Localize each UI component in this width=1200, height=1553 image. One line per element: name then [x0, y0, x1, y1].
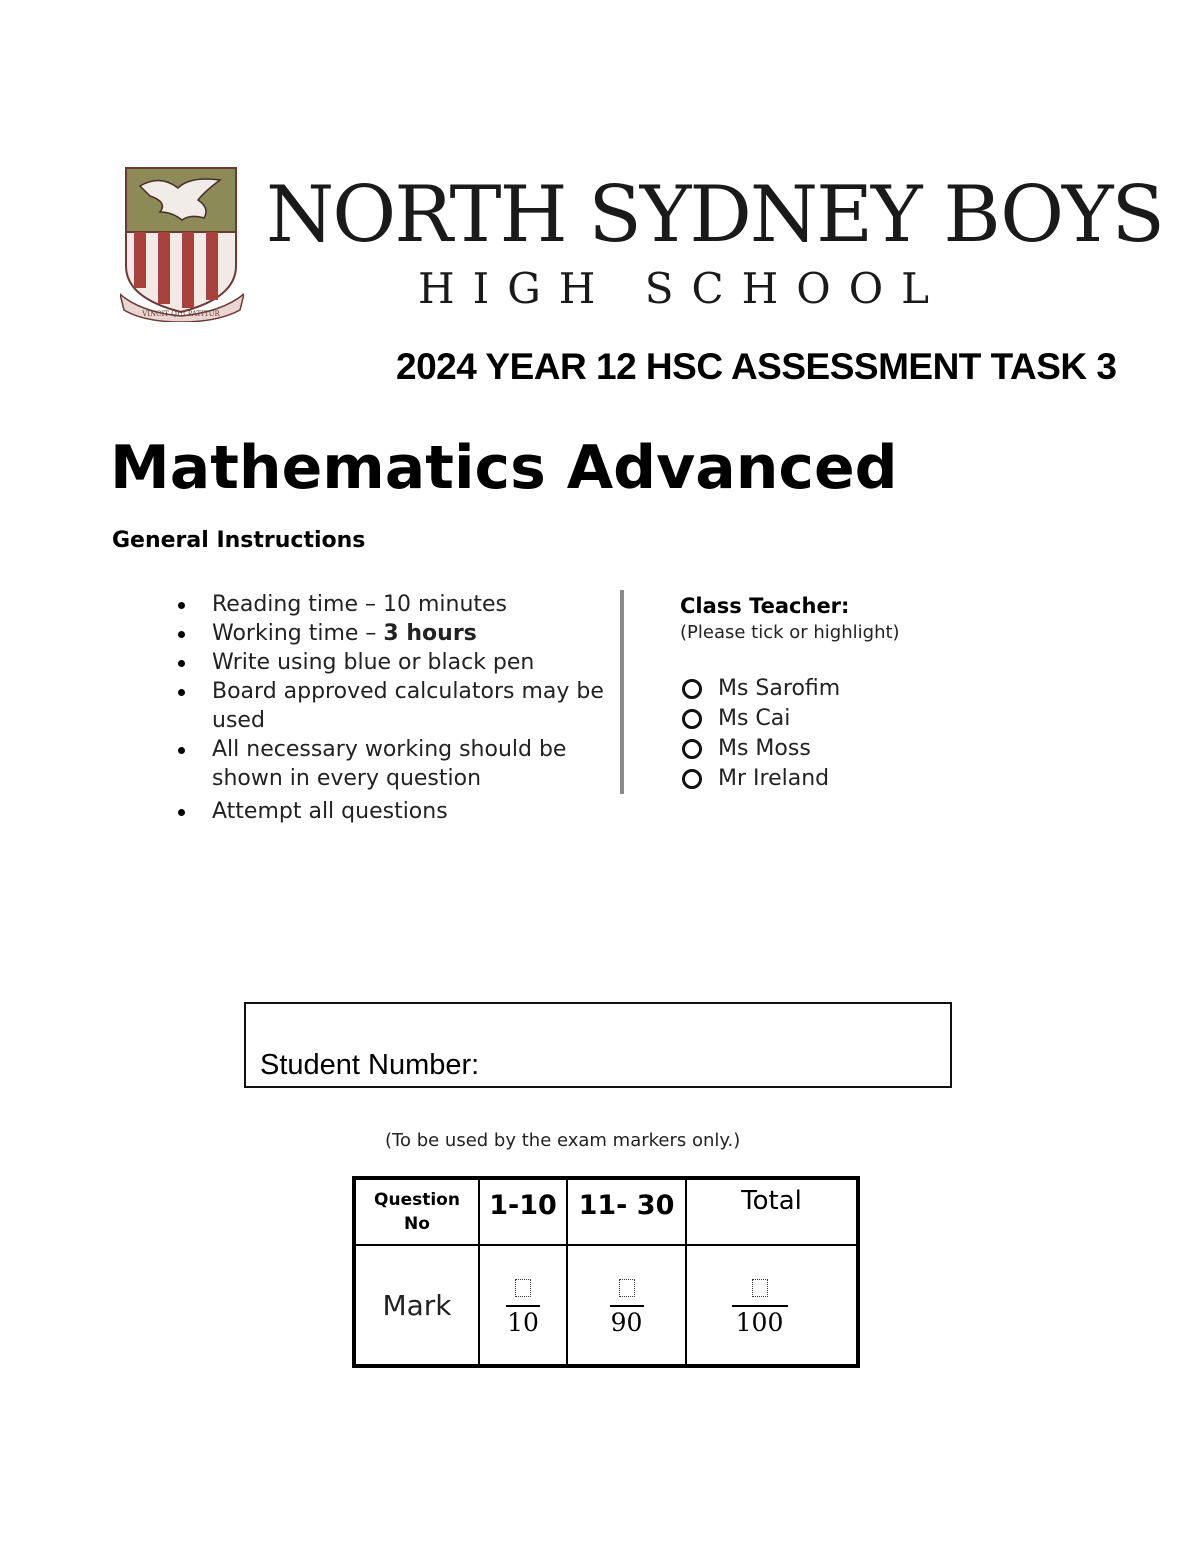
teacher-option[interactable]: Mr Ireland [682, 764, 982, 794]
class-teacher-options [682, 674, 982, 794]
mark-row-label: Mark [382, 1288, 452, 1322]
placeholder-box-icon [515, 1279, 531, 1297]
class-teacher-note: (Please tick or highlight) [680, 622, 900, 643]
teacher-option[interactable]: Ms Cai [682, 704, 982, 734]
student-number-label: Student Number: [260, 1049, 480, 1081]
placeholder-box-icon [619, 1279, 635, 1297]
radio-circle-icon[interactable] [682, 679, 702, 699]
student-number-field[interactable] [244, 1002, 952, 1088]
column-divider [620, 590, 624, 794]
radio-circle-icon[interactable] [682, 709, 702, 729]
crest-motto: VINCIT QUI PATITUR [142, 310, 220, 318]
teacher-option[interactable]: Ms Sarofim [682, 674, 982, 704]
teacher-option[interactable]: Ms Moss [682, 734, 982, 764]
marks-table [352, 1176, 860, 1368]
mark-cell[interactable] [687, 1246, 856, 1364]
markers-note: (To be used by the exam markers only.) [385, 1130, 741, 1151]
table-header-col: 11- 30 [578, 1189, 675, 1221]
mark-out-of: 90 [610, 1307, 643, 1337]
mark-out-of: 10 [507, 1307, 539, 1337]
assessment-title: 2024 YEAR 12 HSC ASSESSMENT TASK 3 [396, 346, 1117, 387]
instruction-item: Board approved calculators may be used [175, 677, 605, 735]
instructions-heading: General Instructions [112, 528, 366, 553]
instruction-item: Write using blue or black pen [175, 648, 605, 677]
mark-cell[interactable] [480, 1246, 566, 1364]
instruction-item: All necessary working should be shown in every question [175, 735, 605, 793]
radio-circle-icon[interactable] [682, 769, 702, 789]
instruction-item: Attempt all questions [175, 797, 605, 826]
class-teacher-heading: Class Teacher: [680, 594, 850, 618]
instruction-item: Working time – 3 hours [175, 619, 605, 648]
table-header-question: Question No [374, 1190, 460, 1234]
school-name: NORTH SYDNEY BOYS [266, 170, 1163, 260]
mark-out-of: 100 [735, 1307, 784, 1337]
placeholder-box-icon [752, 1279, 768, 1297]
radio-circle-icon[interactable] [682, 739, 702, 759]
school-crest [120, 166, 244, 322]
table-header-col: 1-10 [489, 1189, 557, 1221]
instruction-item: Reading time – 10 minutes [175, 590, 605, 619]
subject-title: Mathematics Advanced [110, 433, 898, 503]
mark-cell[interactable] [568, 1246, 685, 1364]
table-header-col: Total [741, 1186, 802, 1216]
school-subname: HIGH SCHOOL [418, 264, 948, 313]
instruction-list [175, 590, 605, 826]
